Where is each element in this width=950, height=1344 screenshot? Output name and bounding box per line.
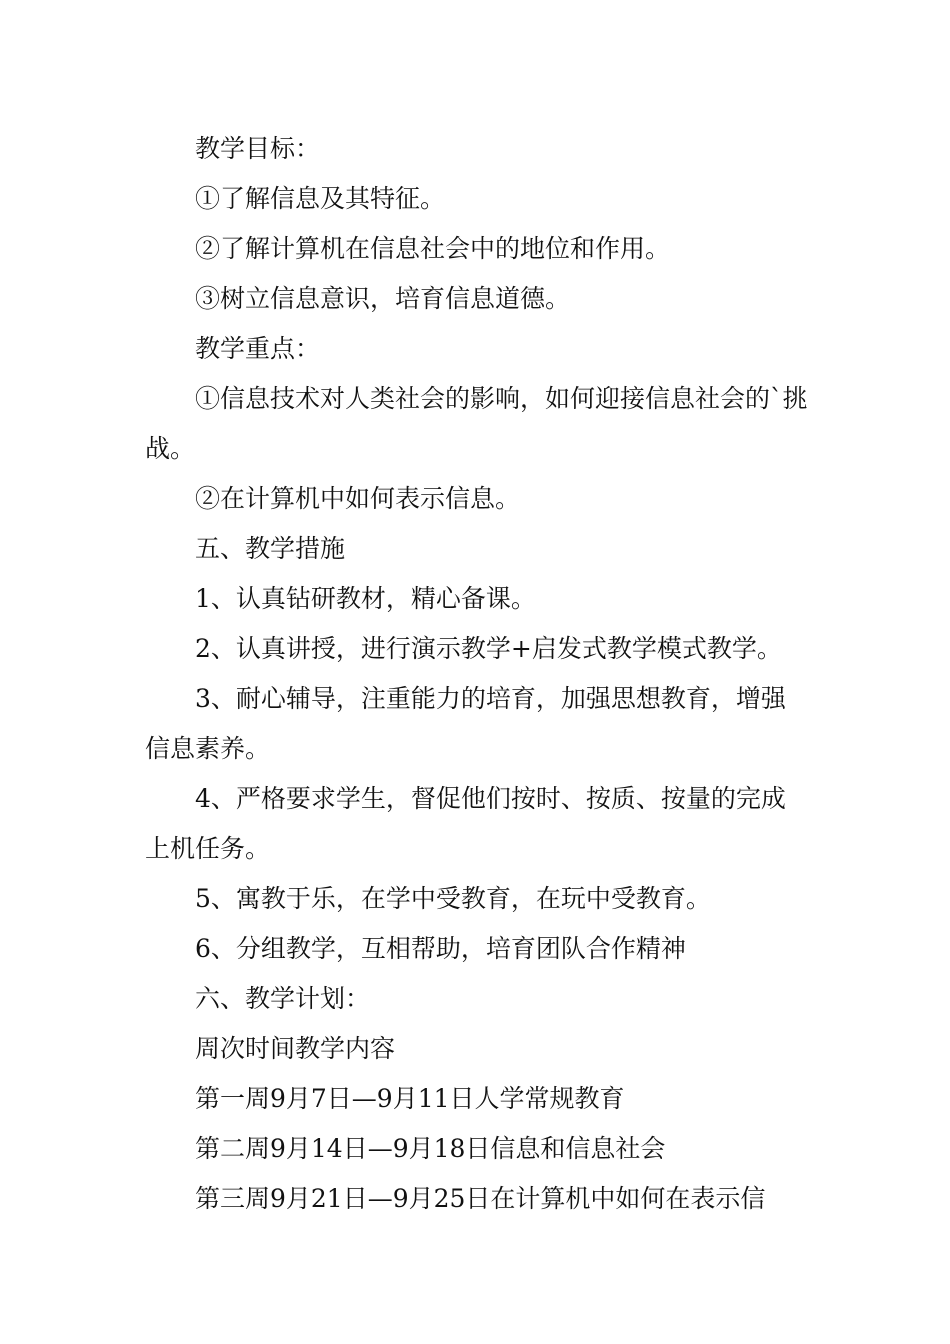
paragraph-measure-2: 2、认真讲授，进行演示教学+启发式教学模式教学。 bbox=[195, 634, 782, 663]
paragraph-schedule-header: 周次时间教学内容 bbox=[195, 1034, 396, 1063]
document-body bbox=[145, 124, 810, 1224]
paragraph-measure-3: 3、耐心辅导，注重能力的培育，加强思想教育，增强信息素养。 bbox=[145, 684, 786, 763]
paragraph-goal-2: ②了解计算机在信息社会中的地位和作用。 bbox=[195, 234, 671, 263]
paragraph-section-six-heading: 六、教学计划： bbox=[195, 984, 371, 1013]
paragraph-schedule-week-2: 第二周9月14日—9月18日信息和信息社会 bbox=[195, 1134, 666, 1163]
paragraph-measure-1: 1、认真钻研教材，精心备课。 bbox=[195, 584, 536, 613]
paragraph-key-points-heading: 教学重点： bbox=[195, 334, 321, 363]
paragraph-schedule-week-1: 第一周9月7日—9月11日人学常规教育 bbox=[195, 1084, 625, 1113]
paragraph-goal-3: ③树立信息意识，培育信息道德。 bbox=[195, 284, 571, 313]
paragraph-goal-1: ①了解信息及其特征。 bbox=[195, 184, 446, 213]
paragraph-key-point-2: ②在计算机中如何表示信息。 bbox=[195, 484, 521, 513]
paragraph-key-point-1: ①信息技术对人类社会的影响，如何迎接信息社会的`挑战。 bbox=[145, 384, 808, 463]
paragraph-measure-6: 6、分组教学，互相帮助，培育团队合作精神 bbox=[195, 934, 686, 963]
paragraph-measure-4: 4、严格要求学生，督促他们按时、按质、按量的完成上机任务。 bbox=[145, 784, 786, 863]
paragraph-schedule-week-3: 第三周9月21日—9月25日在计算机中如何在表示信 bbox=[195, 1184, 766, 1213]
paragraph-teaching-goals-heading: 教学目标： bbox=[195, 134, 321, 163]
paragraph-measure-5: 5、寓教于乐，在学中受教育，在玩中受教育。 bbox=[195, 884, 711, 913]
paragraph-section-five-heading: 五、教学措施 bbox=[195, 534, 346, 563]
